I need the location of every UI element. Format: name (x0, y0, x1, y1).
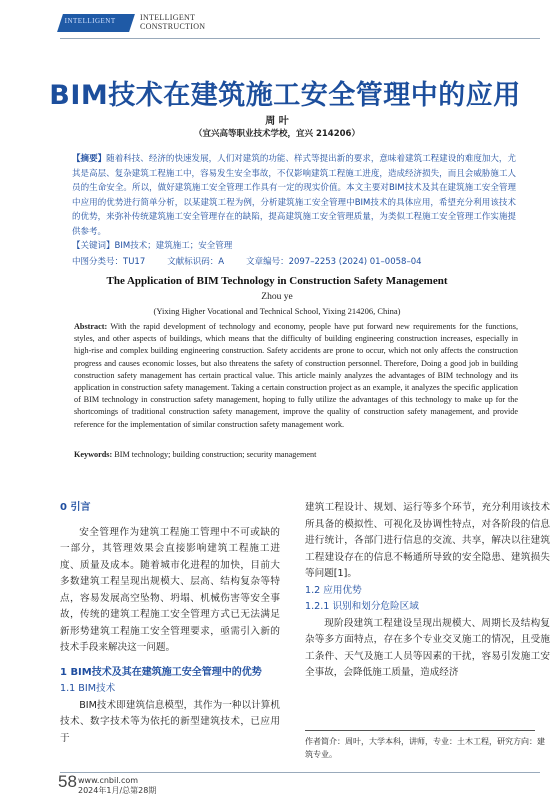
section-1-2-heading: 1.2 应用优势 (305, 584, 362, 596)
section-1-heading: 1 BIM技术及其在建筑施工安全管理中的优势 (60, 666, 262, 678)
abstract-cn-label: 【摘要】 (72, 154, 107, 164)
article-title-english: The Application of BIM Technology in Construction Safety Management (106, 275, 448, 287)
journal-logo-text: INTELLIGENT (64, 17, 116, 25)
author-name: 周 叶 (265, 116, 289, 127)
keywords-english (74, 450, 518, 459)
footer-rule (60, 772, 540, 773)
body-column-left (60, 500, 280, 747)
journal-logo (57, 14, 135, 32)
footer-issue: 2024年1月/总第28期 (78, 786, 157, 795)
section-1-1-heading: 1.1 BIM技术 (60, 683, 116, 694)
abstract-en-text: With the rapid development of technology and economy, people have put forward new requirements for the functions, styles, and other aspects of buildings, which means that the difficulty of building engineering construction increases, especially in high-rise and complex building engineering construction. Safety accidents are prone to occur, which not only affects the construction progress and causes economic losses, but also threatens the safety of construction personnel. Therefore, Doing a good job in building construction safety management has certain practical value. This article mainly analyzes the advantages of BIM technology and its application in construction safety management. Taking a certain construction project as an example, it analyzes the specific application of BIM technology in construction safety management, hoping to fully utilize the advantages of this technology to make up for the shortcomings of traditional construction safety management, improve the quality of construction safety management, and provide reference for the implementation of similar construction safety management work. (74, 322, 518, 429)
header-rule (60, 38, 540, 39)
article-number: 文章编号：2097–2253 (2024) 01–0058–04 (246, 257, 422, 267)
abstract-en-label: Abstract: (74, 322, 108, 331)
continued-paragraph: 建筑工程设计、规划、运行等多个环节，充分利用该技术所具备的模拟性、可视化及协调性特点，对各阶段的信息进行统计，各部门进行信息的交流、共享，解决以往建筑工程建设存在的信息不畅通所导致的安全隐患、建筑损失等问题[1]。 (305, 502, 550, 579)
author-footnote: 作者简介：周叶，大学本科，讲师，专业：土木工程，研究方向：建筑专业。 (305, 737, 545, 759)
author-name-english: Zhou ye (261, 292, 293, 302)
footnote-rule (305, 730, 535, 731)
footer-info (78, 776, 156, 796)
header-line-1: INTELLIGENT (140, 13, 196, 22)
keywords-cn-label: 【关键词】 (72, 241, 115, 251)
abstract-chinese (72, 152, 516, 240)
abstract-english (74, 321, 518, 431)
author-affiliation: （宜兴高等职业技术学校，宜兴 214206） (194, 129, 360, 139)
body-column-right (305, 500, 550, 682)
keywords-cn-text: BIM技术；建筑施工；安全管理 (114, 241, 233, 251)
clc-number: 中图分类号：TU17 (72, 257, 146, 267)
keywords-en-text: BIM technology; building construction; security management (114, 450, 317, 459)
journal-header-english (140, 13, 205, 31)
section-0-heading: 0 引言 (60, 502, 91, 513)
footer-website: www.cnbil.com (78, 776, 139, 785)
header-line-2: CONSTRUCTION (140, 22, 206, 31)
keywords-en-label: Keywords: (74, 450, 113, 459)
article-metadata (72, 255, 516, 267)
section-1-2-1-paragraph: 现阶段建筑工程建设呈现出规模大、周期长及结构复杂等多方面特点，存在多个专业交叉施工的情况，且受施工条件、天气及施工人员等因素的干扰，容易引发施工安全事故，会降低施工质量，造成经济 (305, 617, 550, 678)
section-1-2-1-heading: 1.2.1 识别和划分危险区域 (305, 601, 419, 612)
section-1-1-paragraph: BIM技术即建筑信息模型，其作为一种以计算机技术、数字技术等为依托的新型建筑技术，已应用于 (60, 699, 280, 744)
document-code: 文献标识码：A (167, 257, 225, 267)
section-0-paragraph: 安全管理作为建筑工程施工管理中不可或缺的一部分，其管理效果会直接影响建筑工程施工进度、质量及成本。随着城市化进程的加快，目前大多数建筑工程呈现出规模大、层高、结构复杂等特点，容易发展高空坠物、坍塌、机械伤害等安全事故，传统的建筑工程施工安全管理方式已无法满足新形势建筑工程施工安全管理要求，亟需引入新的技术手段来解决这一问题。 (60, 526, 280, 653)
keywords-chinese (72, 239, 516, 251)
affiliation-english: (Yixing Higher Vocational and Technical School, Yixing 214206, China) (153, 306, 401, 316)
article-title: BIM技术在建筑施工安全管理中的应用 (49, 80, 521, 111)
page-number: 58 (58, 772, 77, 791)
abstract-cn-text: 随着科技、经济的快速发展，人们对建筑的功能、样式等提出新的要求，意味着建筑工程建设的难度加大，尤其是高层、复杂建筑工程施工中，容易发生安全事故，不仅影响建筑工程施工进度，造成经济损失，而且会威胁施工人员的生命安全。所以，做好建筑施工安全管理工作具有一定的现实价值。本文主要对BIM技术及其在建筑施工安全管理中应用的优势进行简单分析，以某建筑工程为例，分析建筑施工安全管理中BIM技术的具体应用，希望充分利用该技术的优势，来弥补传统建筑施工安全管理存在的缺陷，提高建筑施工安全管理质量，为类似工程施工安全管理工作实施提供参考。 (72, 154, 516, 237)
